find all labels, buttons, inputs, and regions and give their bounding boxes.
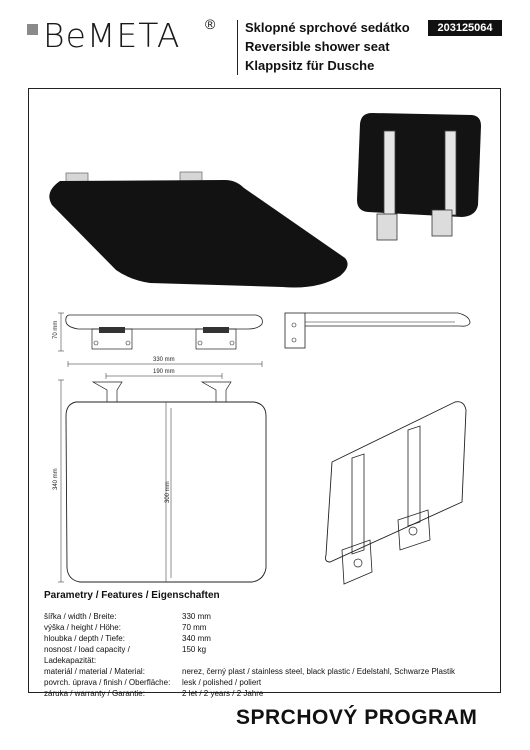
program-title: SPRCHOVÝ PROGRAM	[236, 706, 478, 729]
param-label: záruka / warranty / Garantie:	[44, 689, 145, 698]
param-label: výška / height / Höhe:	[44, 623, 121, 632]
param-label: nosnost / load capacity / Ladekapazität:	[44, 645, 130, 665]
registered-mark: ®	[205, 16, 216, 32]
dim-depth-seat: 300 mm	[165, 481, 171, 503]
title-en: Reversible shower seat	[245, 39, 390, 54]
param-value: 150 kg	[182, 645, 207, 654]
folded-seat-image	[357, 113, 481, 240]
param-value: nerez, černý plast / stainless steel, black plastic / Edelstahl, Schwarze Plastik	[182, 667, 456, 676]
front-view-drawing	[53, 313, 262, 351]
param-row	[44, 677, 494, 688]
param-label: materiál / material / Material:	[44, 667, 145, 676]
param-value: 70 mm	[182, 623, 207, 632]
param-row	[44, 666, 494, 677]
dim-depth-total: 340 mm	[53, 468, 59, 490]
dim-mount: 190 mm	[153, 369, 175, 375]
param-row	[44, 611, 494, 622]
seat-perspective-image	[49, 172, 347, 288]
param-row	[44, 688, 494, 699]
param-row	[44, 633, 494, 644]
param-row	[44, 622, 494, 633]
param-row	[44, 644, 494, 666]
param-value: 340 mm	[182, 634, 211, 643]
dim-height: 70 mm	[53, 320, 59, 339]
param-label: šířka / width / Breite:	[44, 612, 117, 621]
param-value: 330 mm	[182, 612, 211, 621]
param-value: lesk / polished / poliert	[182, 678, 262, 687]
dim-width: 330 mm	[153, 357, 175, 363]
param-label: hloubka / depth / Tiefe:	[44, 634, 125, 643]
parameters-heading: Parametry / Features / Eigenschaften	[44, 590, 220, 601]
title-de: Klappsitz für Dusche	[245, 58, 375, 73]
product-code: 203125064	[428, 20, 502, 36]
parameters-section	[44, 590, 494, 699]
side-view-drawing	[285, 313, 470, 348]
param-value: 2 let / 2 years / 2 Jahre	[182, 689, 264, 698]
param-label: povrch. úprava / finish / Oberfläche:	[44, 678, 171, 687]
brand-name: BeMETA	[43, 16, 181, 55]
top-view-drawing	[53, 357, 266, 582]
title-cz: Sklopné sprchové sedátko	[245, 20, 410, 35]
perspective-line-drawing	[326, 402, 467, 584]
